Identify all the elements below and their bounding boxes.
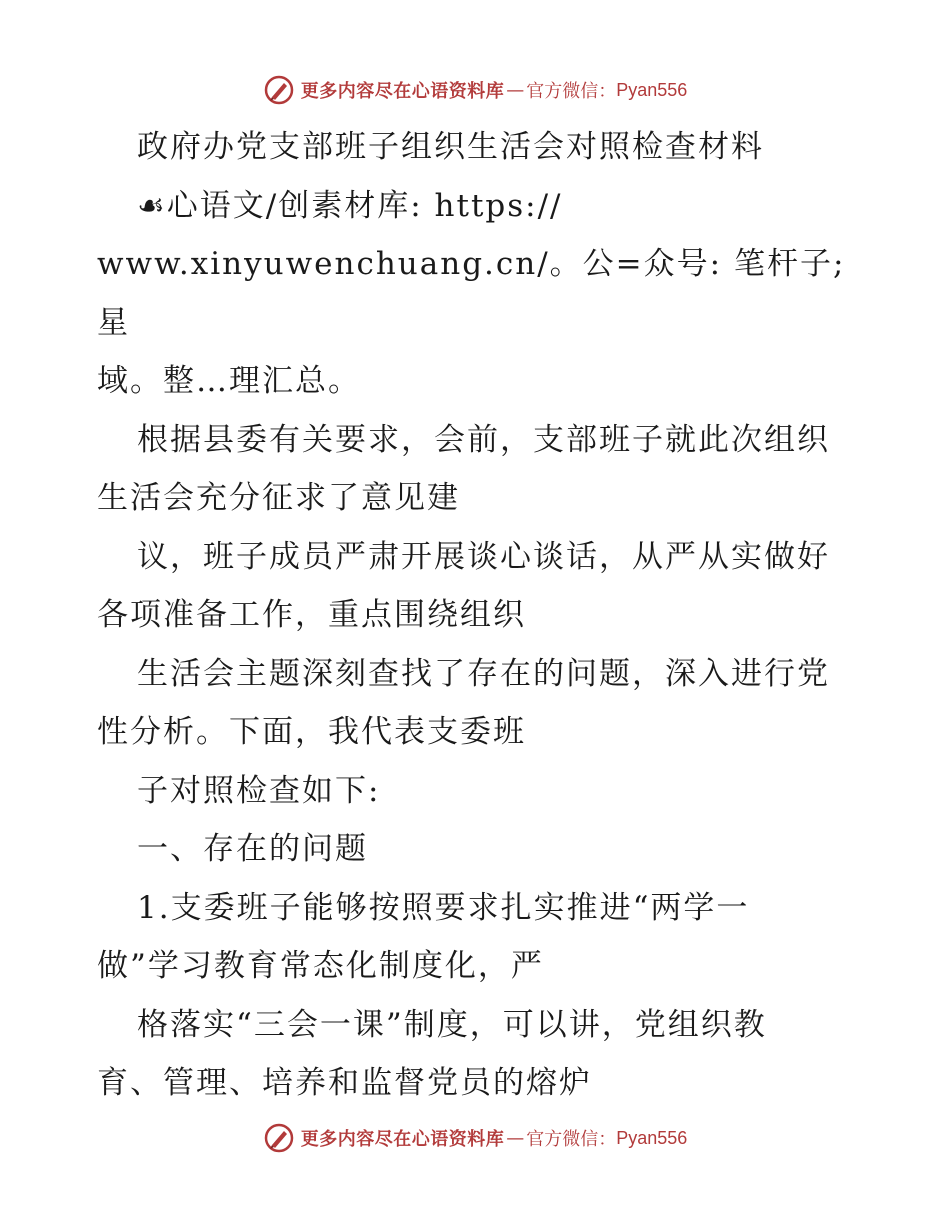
document-title: 政府办党支部班子组织生活会对照检查材料 [137, 129, 764, 165]
paragraph-1-line-1: 根据县委有关要求，会前，支部班子就此次组织 [137, 421, 830, 458]
source-text-3: 域。整…理汇总。 [97, 363, 361, 399]
banner-separator: — [506, 1127, 525, 1149]
item-1-line-1: 1.支委班子能够按照要求扎实推进“两学一 [137, 889, 750, 926]
paragraph-3-line-1: 生活会主题深刻查找了存在的问题，深入进行党 [137, 655, 830, 692]
paragraph-4-line-1: 子对照检查如下: [137, 772, 381, 809]
paragraph-2-line-2: 各项准备工作，重点围绕组织 [97, 597, 526, 633]
source-line [97, 177, 857, 236]
pen-logo-icon [263, 1122, 295, 1154]
banner-brand-text: 更多内容尽在心语资料库 [300, 81, 505, 102]
item-1-line-2: 做”学习教育常态化制度化，严 [97, 948, 544, 984]
source-text-2: www.xinyuwenchuang.cn/。公=众号: 笔杆子;星 [97, 246, 846, 341]
banner-wechat-id: Pyan556 [616, 79, 688, 100]
banner-wechat-label: 官方微信： [526, 81, 617, 102]
paragraph-3-line-2: 性分析。下面，我代表支委班 [97, 714, 526, 750]
paragraph-5-line-1: 格落实“三会一课”制度，可以讲，党组织教 [137, 1006, 767, 1043]
header-watermark-banner [0, 70, 950, 110]
banner-separator: — [506, 79, 525, 101]
pen-logo-icon [263, 74, 295, 106]
section-heading-1: 一、存在的问题 [137, 831, 368, 867]
document-body [97, 118, 857, 1113]
banner-brand-text: 更多内容尽在心语资料库 [300, 1129, 505, 1150]
paragraph-2-line-1: 议，班子成员严肃开展谈心谈话，从严从实做好 [137, 538, 830, 575]
banner-wechat-id: Pyan556 [616, 1127, 688, 1148]
footer-watermark-banner [0, 1118, 950, 1158]
source-text-1: 心语文/创素材库: https:// [166, 187, 563, 224]
banner-wechat-label: 官方微信： [526, 1129, 617, 1150]
paragraph-5-line-2: 育、管理、培养和监督党员的熔炉 [97, 1065, 592, 1101]
paragraph-1-line-2: 生活会充分征求了意见建 [97, 480, 460, 516]
flourish-icon: ☙ [137, 187, 167, 224]
